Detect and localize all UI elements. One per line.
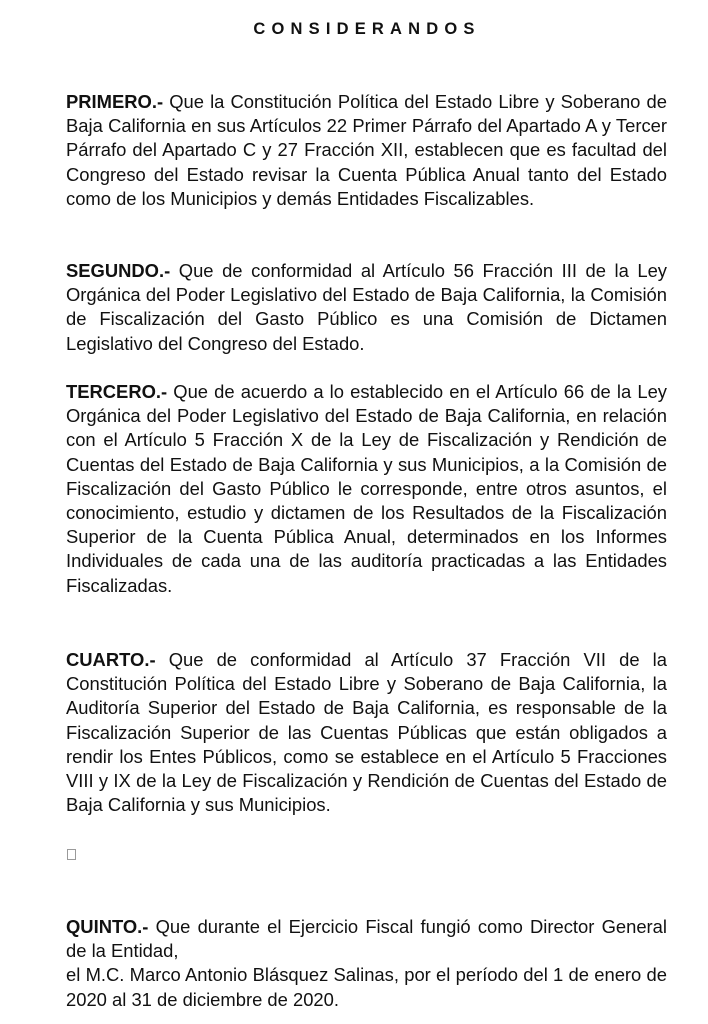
paragraph-tercero [66,380,667,598]
paragraph-cuarto [66,648,667,817]
paragraph-lead: SEGUNDO.- [66,260,171,281]
paragraph-lead: CUARTO.- [66,649,156,670]
paragraph-quinto [66,915,667,1012]
paragraph-lead: PRIMERO.- [66,91,164,112]
paragraph-text: Que de conformidad al Artículo 37 Fracción VII de la Constitución Política del Estado Libre y Soberano de Baja California, la Auditoría Superior del Estado de Baja California, es responsable de la Fiscalización Superior de las Cuentas Públicas que están obligados a rendir los Entes Públicos, como se establece en el Artículo 5 Fracciones VIII y IX de la Ley de Fiscalización y Rendición de Cuentas del Estado de Baja California y sus Municipios. [66,649,667,816]
paragraph-line [66,915,667,963]
paragraph-lead: TERCERO.- [66,381,168,402]
paragraph-text: Que durante el Ejercicio Fiscal fungió como Director General de la Entidad, [66,916,667,962]
paragraph-text-continuation: el M.C. Marco Antonio Blásquez Salinas, por el período del 1 de enero de 2020 al 31 de diciembre de 2020. [66,964,667,1010]
document-heading: CONSIDERANDOS [253,20,481,38]
paragraph-lead: QUINTO.- [66,916,149,937]
missing-glyph-box [67,849,76,860]
paragraph-segundo [66,259,667,356]
paragraph-text: Que de acuerdo a lo establecido en el Artículo 66 de la Ley Orgánica del Poder Legislativo del Estado de Baja California, en relación con el Artículo 5 Fracción X de la Ley de Fiscalización y Rendición de Cuentas del Estado de Baja California y sus Municipios, a la Comisión de Fiscalización del Gasto Público le corresponde, entre otros asuntos, el conocimiento, estudio y dictamen de los Resultados de la Fiscalización Superior de la Cuenta Pública Anual, determinados en los Informes Individuales de cada una de las auditoría practicadas a las Entidades Fiscalizadas. [66,381,667,596]
paragraph-primero [66,90,667,211]
paragraph-text: Que de conformidad al Artículo 56 Fracción III de la Ley Orgánica del Poder Legislativo del Estado de Baja California, la Comisión de Fiscalización del Gasto Público es una Comisión de Dictamen Legislativo del Congreso del Estado. [66,260,667,354]
paragraph-text: Que la Constitución Política del Estado Libre y Soberano de Baja California en sus Artículos 22 Primer Párrafo del Apartado A y Tercer Párrafo del Apartado C y 27 Fracción XII, establecen que es facultad del Congreso del Estado revisar la Cuenta Pública Anual tanto del Estado como de los Municipios y demás Entidades Fiscalizables. [66,91,667,209]
